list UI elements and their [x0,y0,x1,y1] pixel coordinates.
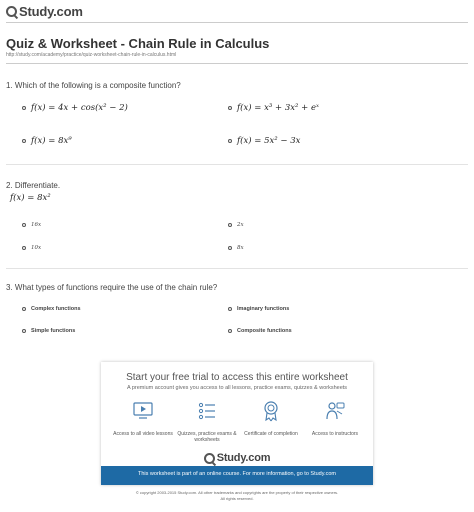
feature-label: Quizzes, practice exams & worksheets [177,431,237,443]
question-divider [6,164,468,165]
question-2-expression: f(x) = 8x² [10,193,51,203]
question-divider [6,268,468,269]
feature-certificate [237,400,305,437]
radio-icon[interactable] [22,106,26,110]
page-title: Quiz & Worksheet - Chain Rule in Calculus [6,36,270,51]
video-lessons-icon [132,400,154,422]
option-label: f(x) = 8x⁹ [31,136,72,146]
radio-icon[interactable] [22,307,26,311]
option-label: f(x) = x³ + 3x² + eˣ [237,103,320,113]
radio-icon[interactable] [228,106,232,110]
question-1-option-b[interactable] [228,103,319,113]
rights-text: All rights reserved. [220,496,254,501]
radio-icon[interactable] [228,246,232,250]
promo-title: Start your free trial to access this entire worksheet [126,372,348,383]
radio-icon[interactable] [228,223,232,227]
feature-label: Access to all video lessons [113,431,173,437]
option-label: 8x [237,245,244,251]
feature-label: Access to instructors [311,431,359,437]
option-label: Simple functions [31,328,76,334]
option-label: Composite functions [237,328,292,334]
question-3-option-c[interactable] [22,328,75,334]
feature-label: Certificate of completion [244,431,298,437]
course-info-text[interactable]: This worksheet is part of an online course. For more information, go to Study.com [138,471,336,477]
radio-icon[interactable] [228,139,232,143]
quiz-checklist-icon [196,400,218,422]
feature-quizzes [173,400,241,443]
question-1-option-d[interactable] [228,136,300,146]
header-divider [6,22,468,23]
option-label: f(x) = 5x² − 3x [237,136,301,146]
instructor-icon [324,400,346,422]
copyright-text: © copyright 2003-2015 Study.com. All other trademarks and copyrights are the property of their respective owners. [135,490,339,495]
brand-name: Study.com [19,3,83,19]
study-logo [6,3,83,19]
option-label: 16x [31,222,42,228]
question-3-text: 3. What types of functions require the use of the chain rule? [6,283,218,292]
question-2-option-d[interactable] [228,245,244,251]
option-label: Complex functions [31,306,81,312]
question-2-option-a[interactable] [22,222,41,228]
question-3-option-a[interactable] [22,306,81,312]
question-3-option-d[interactable] [228,328,292,334]
question-2-text: 2. Differentiate. [6,181,61,190]
feature-video-lessons [109,400,177,437]
question-2-option-c[interactable] [22,245,41,251]
radio-icon[interactable] [22,329,26,333]
certificate-icon [260,400,282,422]
option-label: 2x [237,222,244,228]
question-2-option-b[interactable] [228,222,244,228]
option-label: Imaginary functions [237,306,290,312]
title-divider [6,63,468,64]
option-label: 10x [31,245,42,251]
question-3-option-b[interactable] [228,306,289,312]
question-1-option-c[interactable] [22,136,72,146]
page-url: http://study.com/academy/practice/quiz-worksheet-chain-rule-in-calculus.html [6,52,177,58]
magnifier-logo-icon [6,6,17,17]
promo-subtitle: A premium account gives you access to all lessons, practice exams, quizzes & worksheets [126,385,348,391]
promo-brand-name: Study.com [216,452,271,464]
radio-icon[interactable] [228,307,232,311]
radio-icon[interactable] [22,139,26,143]
course-info-bar[interactable] [101,466,373,485]
feature-instructors [301,400,369,437]
question-1-option-a[interactable] [22,103,128,113]
question-1-text: 1. Which of the following is a composite function? [6,81,181,90]
radio-icon[interactable] [228,329,232,333]
option-label: f(x) = 4x + cos(x² − 2) [31,103,128,113]
radio-icon[interactable] [22,246,26,250]
promo-logo [101,452,373,464]
magnifier-logo-icon [204,453,215,464]
radio-icon[interactable] [22,223,26,227]
